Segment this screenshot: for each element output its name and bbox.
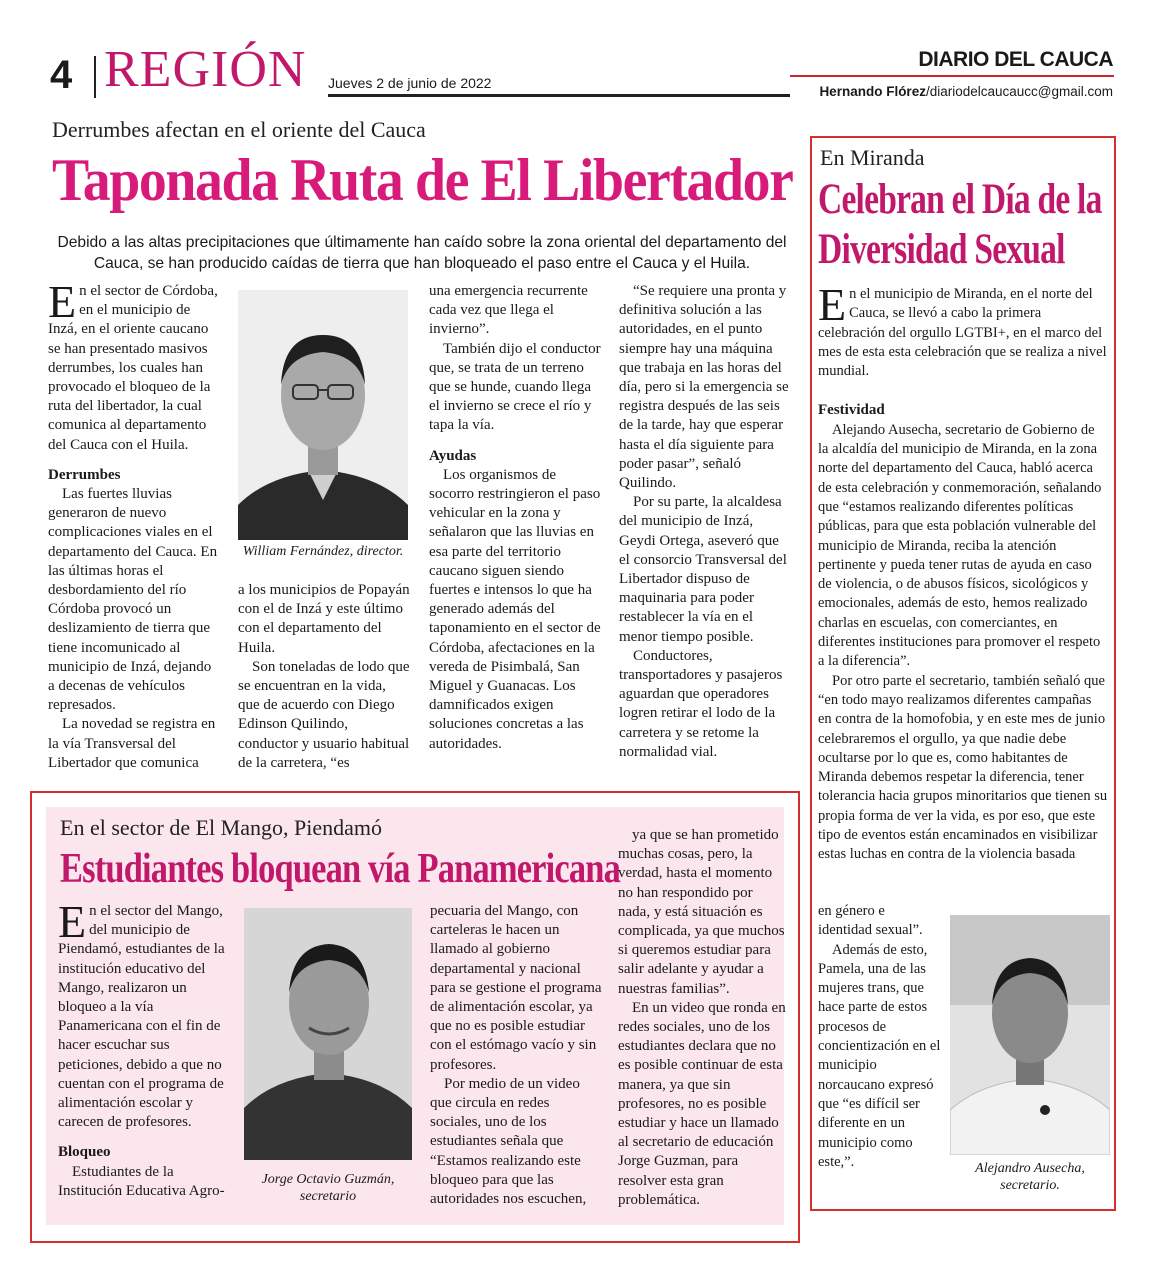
author-email[interactable]: /diariodelcaucaucc@gmail.com — [925, 84, 1113, 99]
photo-caption-guzman: Jorge Octavio Guzmán, secretario — [261, 1172, 395, 1204]
main-paragraph: n el sector de Córdoba, en el municipio de Inzá, en el oriente caucano se han presentado masivos derrumbes, los cuales han provocado el bloqueo de la ruta del libertador, la cual comunica al departamento del Cauca con el Huila. — [48, 283, 218, 453]
main-paragraph: a los municipios de Popayán con el de Inzá y este último con el departamento del Huila. — [238, 582, 410, 656]
miranda-paragraph: Alejando Ausecha, secretario de Gobierno de la alcaldía del municipio de Miranda, en la zona norte del departamento del Cauca, habló acerca de esta celebración y conmemoración, señalando que “estamos realizando diferentes políticas públicas, para que esta población vulnerable del municipio de Miranda, reciba la atención pertinente y pueda tener rutas de ayuda en caso de violencia, o de abusos físicos, sicológicos y emocionales, además de esto, hemos realizado charlas en escuelas, con comerciantes, en diferentes instituciones para promover el respeto a la diferencia”. — [818, 421, 1102, 670]
section-title: REGIÓN — [104, 41, 307, 98]
photo-caption-ausecha: Alejandro Ausecha, secretario. — [975, 1161, 1085, 1193]
main-lead: Debido a las altas precipitaciones que últimamente han caído sobre la zona oriental del departamento del Cauca, se han producido caídas de tierra que han bloqueado el paso entre el Cauca y el Huila. — [57, 234, 787, 272]
drop-cap: E — [58, 896, 87, 947]
main-paragraph: Los organismos de socorro restringieron el paso vehicular en la zona y señalaron que las lluvias en esa parte del territorio caucano siguen siendo fuertes e intensos lo que ha generado además del taponamiento en el sector de Córdoba, afectaciones en la vereda de Pisimbalá, San Miguel y Guanacas. Los damnificados exigen soluciones concretas a las autoridades. — [429, 466, 601, 752]
mango-paragraph: Estudiantes de la Institución Educativa Agro- — [58, 1163, 225, 1199]
miranda-kicker: En Miranda — [820, 145, 925, 170]
newspaper-name: DIARIO DEL CAUCA — [918, 48, 1113, 71]
miranda-column-main — [818, 279, 1108, 865]
date-rule — [328, 94, 790, 97]
miranda-paragraph: en género e identidad sexual”. — [818, 903, 923, 939]
main-kicker: Derrumbes afectan en el oriente del Cauca — [52, 117, 426, 142]
miranda-headline-line-2: Diversidad Sexual — [818, 226, 1065, 273]
mango-column-1 — [58, 896, 226, 1201]
photo-caption-fernandez: William Fernández, director. — [242, 544, 404, 559]
photo-alejandro-ausecha — [950, 915, 1110, 1155]
mango-paragraph: Por medio de un video que circula en redes sociales, uno de los estudiantes señala que “Estamos realizando este bloqueo para que las autoridades nos escuchen, — [430, 1075, 587, 1208]
page-number: 4 — [50, 53, 73, 97]
main-paragraph: una emergencia recurrente cada vez que llega el invierno”. — [429, 283, 588, 338]
main-paragraph: Son toneladas de lodo que se encuentran en la vida, que de acuerdo con Diego Edinson Quilindo, conductor y usuario habitual de la carretera, “es — [238, 658, 410, 771]
main-paragraph: Por su parte, la alcaldesa del municipio de Inzá, Geydi Ortega, aseveró que el consorcio Transversal del Libertador dispuso de maquinaria para poder restablecer la vía en el menor tiempo posible. — [619, 494, 787, 645]
miranda-headline-line-1: Celebran el Día de la — [818, 176, 1102, 223]
subhead-bloqueo: Bloqueo — [58, 1144, 111, 1161]
main-paragraph: Conductores, transportadores y pasajeros aguardan que operadores logren retirar el lodo de la carretera y se retome la normalidad vial. — [619, 647, 783, 760]
main-column-4 — [619, 282, 791, 762]
main-headline: Taponada Ruta de El Libertador — [52, 147, 793, 213]
mango-paragraph: ya que se han prometido muchas cosas, pero, la verdad, hasta el momento no han respondido por nada, y está situación es complicada, ya que muchos si queremos estudiar para salir adelante y ayudar a nuestras familias”. — [618, 827, 785, 997]
drop-cap: E — [818, 279, 847, 330]
subhead-festividad: Festividad — [818, 402, 885, 419]
photo-william-fernandez — [238, 290, 408, 540]
main-paragraph: Las fuertes lluvias generaron de nuevo complicaciones viales en el departamento del Cauca. En las últimas horas el desbordamiento del río Córdoba provocó un deslizamiento de tierra que tiene incomunicado al municipio de Inzá, dejando a decenas de vehículos represados. — [48, 486, 218, 714]
author-name: Hernando Flórez — [819, 84, 926, 99]
main-column-1 — [48, 276, 218, 773]
photo-jorge-guzman — [244, 908, 412, 1160]
subhead-derrumbes: Derrumbes — [48, 466, 121, 483]
author-line — [819, 84, 1113, 99]
miranda-column-narrow — [818, 902, 942, 1172]
mango-kicker: En el sector de El Mango, Piendamó — [60, 815, 382, 840]
mango-column-2 — [430, 902, 602, 1209]
header-divider — [94, 56, 96, 98]
drop-cap: E — [48, 276, 77, 327]
mango-headline: Estudiantes bloquean vía Panamericana — [60, 846, 621, 892]
subhead-ayudas: Ayudas — [429, 447, 477, 464]
main-paragraph: También dijo el conductor que, se trata de un terreno que se hunde, cuando llega el invierno se crece el río y tapa la vía. — [429, 340, 601, 434]
newspaper-rule — [790, 75, 1114, 77]
mango-paragraph: En un video que ronda en redes sociales, uno de los estudiantes declara que no es posible continuar de esta manera, ya que sin profesores, no es posible estudiar y hace un llamado al secretario de educación Jorge Guzman, para resolver esta gran problemática. — [618, 999, 786, 1208]
main-column-3 — [429, 282, 601, 754]
mango-paragraph: n el sector del Mango, del municipio de Piendamó, estudiantes de la institución educativo del Mango, realizaron un bloqueo a la vía Panamericana con el fin de hacer escuchar sus peticiones, debido a que no cuentan con el programa de alimentación escolar y carecen de profesores. — [58, 903, 225, 1131]
mango-paragraph: pecuaria del Mango, con carteleras le hacen un llamado al gobierno departamental y nacional para se gestione el programa de alimentación escolar, ya que no es posible estudiar con el estómago vacío y sin profesores. — [430, 903, 602, 1073]
miranda-paragraph: Además de esto, Pamela, una de las mujeres trans, que hace parte de estos procesos de concientización en el municipio norcaucano expresó que “es difícil ser diferente en un municipio como este,”. — [818, 941, 941, 1170]
mango-column-3 — [618, 826, 786, 1210]
main-paragraph: La novedad se registra en la vía Transversal del Libertador que comunica — [48, 716, 216, 771]
issue-date: Jueves 2 de junio de 2022 — [328, 75, 492, 91]
miranda-paragraph: Por otro parte el secretario, también señaló que “en todo mayo realizamos diferentes campañas en contra de la homofobia, y en este mes de junio celebraremos el orgullo, ya que nadie debe ocultarse por lo que es, como habitantes de Miranda debemos respetar la diferencia, tener tolerancia hacia grupos minoritarios que tienen su propia forma de ver la vida, es por eso, que este tipo de eventos están encaminados en visibilizar estas luchas en contra de la violencia basada — [818, 672, 1108, 863]
main-column-2 — [238, 581, 410, 773]
miranda-paragraph: n el municipio de Miranda, en el norte del Cauca, se llevó a cabo la primera celebración del orgullo LGTBI+, en el marco del mes de esta esta celebración que se realiza a nivel mundial. — [818, 286, 1107, 380]
main-paragraph: “Se requiere una pronta y definitiva solución a las autoridades, en el punto siempre hay una máquina que trabaja en las horas del día, pero si la emergencia se registra después de las seis de la tarde, hay que esperar hasta el día siguiente para poder pasar”, señaló Quilindo. — [619, 283, 789, 492]
